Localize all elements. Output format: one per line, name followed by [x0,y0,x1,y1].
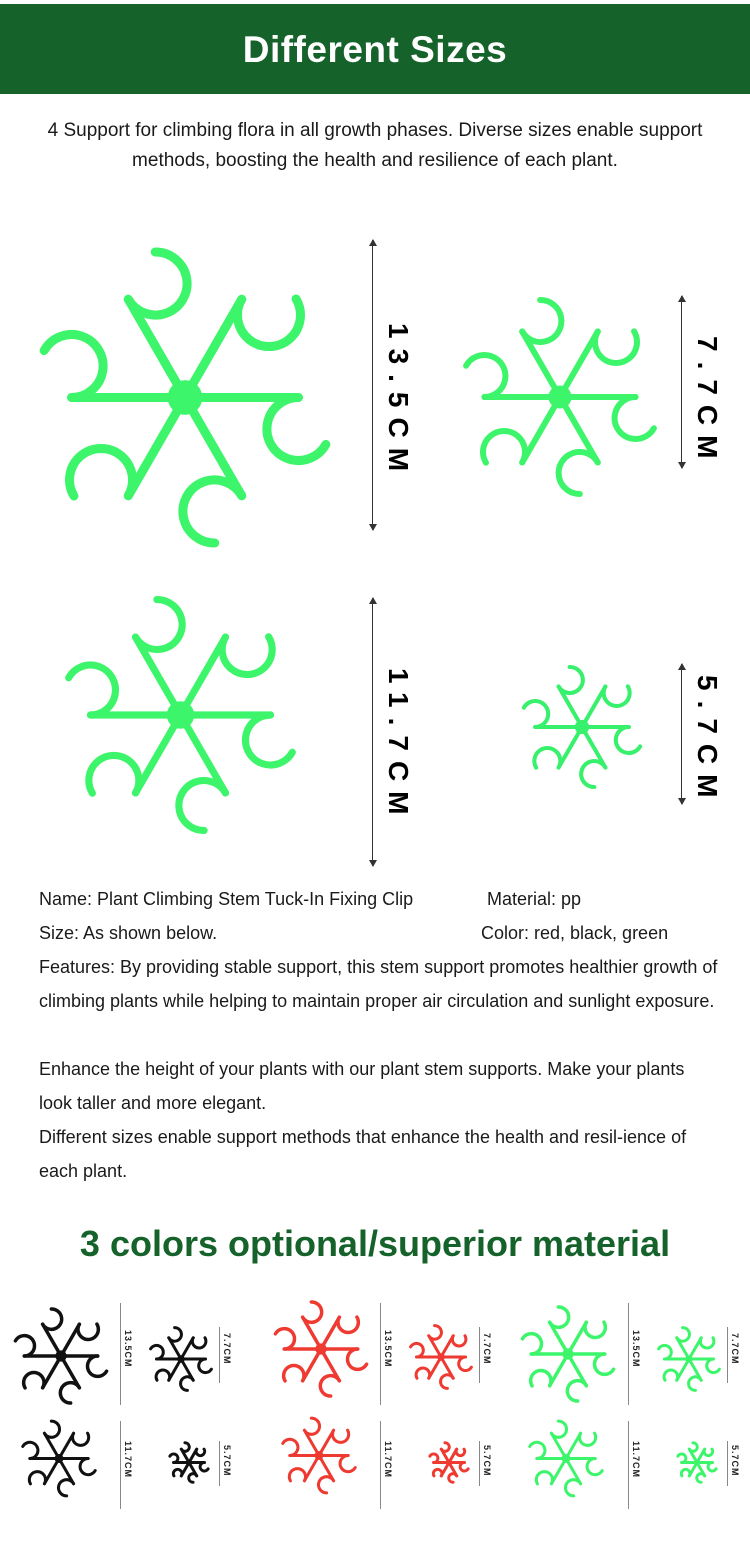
header-banner [0,4,750,94]
black-dim-7-7 [219,1327,220,1383]
spec-color: Color: red, black, green [481,923,669,943]
size-label-11-7cm: 11.7CM [383,668,414,825]
dimension-line-5-7 [681,664,682,804]
spec-material: Material: pp [487,889,582,909]
green-dim-13-5 [628,1303,629,1405]
green-label-13-5: 13.5CM [631,1330,641,1368]
sizes-paragraph: Different sizes enable support methods that enhance the health and resil-ience of each plant. [39,1127,687,1181]
size-label-7-7cm: 7.7CM [692,336,723,469]
black-label-5-7: 5.7CM [222,1445,232,1477]
clip-7-7cm-image [450,292,670,502]
black-clip-5-7 [166,1441,212,1484]
dimension-line-13-5 [372,240,373,530]
green-clip-11-7 [523,1418,609,1499]
green-clip-13-5 [513,1303,623,1405]
green-dim-11-7 [628,1421,629,1509]
red-dim-11-7 [380,1421,381,1509]
black-label-13-5: 13.5CM [123,1330,133,1368]
red-clip-5-7 [426,1441,472,1484]
green-clip-7-7 [653,1325,725,1393]
black-clip-7-7 [145,1325,217,1393]
red-clip-7-7 [405,1323,477,1391]
black-clip-11-7 [16,1418,102,1499]
green-label-11-7: 11.7CM [631,1441,641,1479]
red-label-11-7: 11.7CM [383,1441,393,1479]
red-label-7-7: 7.7CM [482,1333,492,1365]
green-label-7-7: 7.7CM [730,1333,740,1365]
dimension-line-11-7 [372,598,373,866]
features-paragraph: Features: By providing stable support, this stem support promotes healthier growth of climbing plants while helping to maintain proper air circulation and sunlight exposure. [39,957,718,1011]
size-label-13-5cm: 13.5CM [383,323,414,482]
black-label-11-7: 11.7CM [123,1441,133,1479]
red-label-5-7: 5.7CM [482,1445,492,1477]
clip-5-7cm-image [512,662,652,792]
black-label-7-7: 7.7CM [222,1333,232,1365]
clip-11-7cm-image [48,590,313,840]
red-dim-5-7 [479,1441,480,1486]
page-title: Different Sizes [242,29,508,70]
green-label-5-7: 5.7CM [730,1445,740,1477]
clip-13-5cm-image [15,240,355,555]
spec-size: Size: As shown below. [39,923,218,943]
size-label-5-7cm: 5.7CM [692,675,723,808]
colors-section-title: 3 colors optional/superior material [79,1223,671,1264]
intro-text: 4 Support for climbing flora in all growth phases. Diverse sizes enable support methods, boosting the health and resilience of each plant. [47,120,703,171]
black-dim-11-7 [120,1421,121,1509]
red-label-13-5: 13.5CM [383,1330,393,1368]
black-dim-13-5 [120,1303,121,1405]
red-dim-13-5 [380,1303,381,1405]
height-paragraph: Enhance the height of your plants with our plant stem supports. Make your plants look taller and more elegant. [39,1059,685,1113]
red-clip-11-7 [276,1415,362,1496]
black-clip-13-5 [6,1305,116,1407]
dimension-line-7-7 [681,296,682,468]
red-dim-7-7 [479,1327,480,1383]
green-dim-7-7 [727,1327,728,1383]
red-clip-13-5 [266,1298,376,1400]
green-clip-5-7 [674,1441,720,1484]
black-dim-5-7 [219,1441,220,1486]
green-dim-5-7 [727,1441,728,1486]
spec-name: Name: Plant Climbing Stem Tuck-In Fixing Clip [39,889,414,909]
